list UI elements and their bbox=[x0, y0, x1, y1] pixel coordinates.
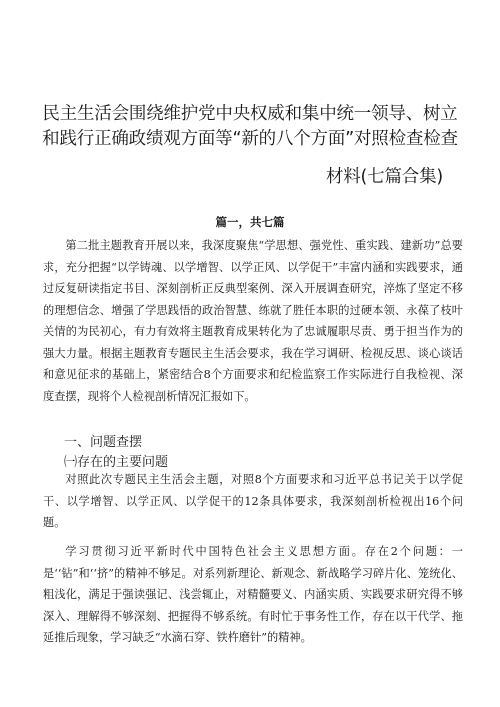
document-title-line-2: 和践行正确政绩观方面等“新的八个方面”对照检查检查 bbox=[42, 129, 458, 149]
intro-paragraph: 第二批主题教育开展以来，我深度聚焦“学思想、强党性、重实践、建新功”总要求，充分把握“以学铸魂、以学增智、以学正风、以学促干”丰富内涵和实践要求，通过反复研读指定书目、深刻剖析正反典型案例、深入开展调查研究，淬炼了坚定不移的理想信念、增强了学思践悟的政治智慧、练就了胜任本职的过硬本领、永葆了枝叶关情的为民初心，有力有效将主题教育成果转化为了忠诚履职尽责、勇于担当作为的强大力量。根据主题教育专题民主生活会要求，我在学习调研、检视反思、谈心谈话和意见征求的基础上，紧密结合8个方面要求和纪检监察工作实际进行自我检视、深度查摆，现将个人检视剖析情况汇报如下。 bbox=[43, 239, 463, 403]
subsection-heading: ㈠存在的主要问题 bbox=[64, 455, 169, 470]
issue-paragraph: 学习贯彻习近平新时代中国特色社会主义思想方面。存在2个问题：一是‘‘钻”和‘‘挤”的精神不够足。对系列新理论、新观念、新战略学习碎片化、笼统化、粗浅化，满足于强读强记、浅尝辄止，对精髓要义、内涵实质、实践要求研究得不够深入、理解得不够深刻、把握得不够系统。有时忙于事务性工作，存在以干代学、拖延推后现象，学习缺乏“水滴石穿、铁杵磨针”的精神。 bbox=[43, 545, 463, 644]
document-title-line-1: 民主生活会围绕维护党中央权威和集中统一领导、树立 bbox=[42, 104, 458, 124]
section-heading: 一、问题查摆 bbox=[64, 435, 143, 450]
document-title-line-3: 材料(七篇合集) bbox=[325, 167, 443, 187]
part-label: 篇一，共七篇 bbox=[215, 215, 285, 229]
overview-paragraph: 对照此次专题民主生活会主题，对照8个方面要求和习近平总书记关于以学促干、以学增智、以学正风、以学促干的12条具体要求，我深刻剖析检视出16个问题。 bbox=[43, 473, 463, 529]
